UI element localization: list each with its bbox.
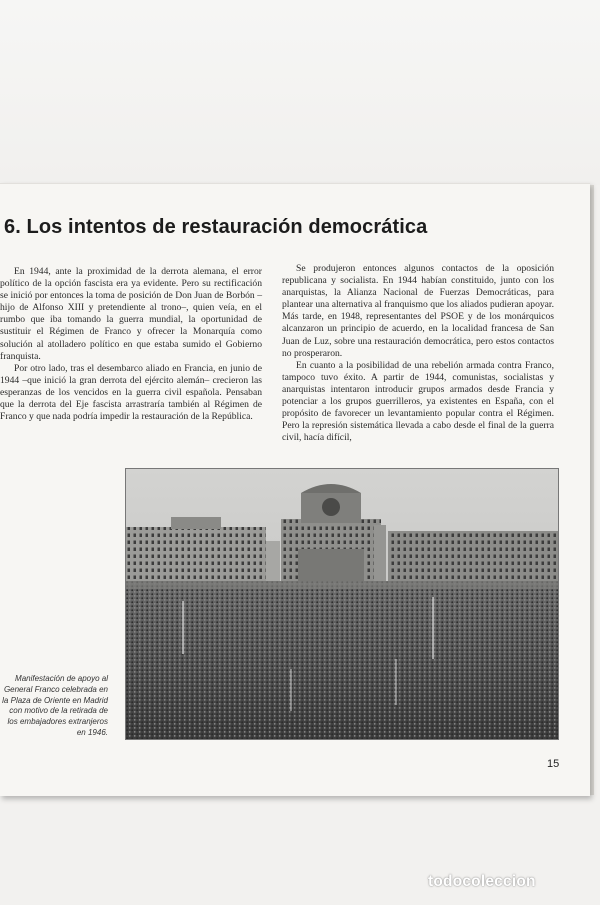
right-text-column (282, 263, 554, 444)
page-number: 15 (547, 758, 560, 770)
paragraph: Se produjeron entonces algunos contactos de la oposición republicana y socialista. En 1944 habían constituido, junto con los anarquistas, la Alianza Nacional de Fuerzas Democráticas, para plantear una alternativa al franquismo que los aliados pudieran apoyar. Más tarde, en 1948, representantes del PSOE y de los monárquicos alcanzaron un principio de acuerdo, en la localidad francesa de San Juan de Luz, sobre una restauración democrática, pero estos contactos no prosperaron. (282, 263, 554, 359)
section-heading: 6. Los intentos de restauración democrática (4, 216, 428, 238)
paragraph: En 1944, ante la proximidad de la derrota alemana, el error político de la opción fascista era ya evidente. Pero su rectificación se inició por entonces la toma de posición de Don Juan de Borbón –hijo de Alfonso XIII y pretendiente al trono–, quien veía, en el rumbo que iba tomando la guerra mundial, la oportunidad de sustituir el Régimen de Franco y ofrecer la Monarquía como solución al atolladero político en que estaba sumido el Gobierno franquista. (0, 266, 262, 362)
photo-caption: Manifestación de apoyo al General Franco celebrada en la Plaza de Oriente en Madrid con motivo de la retirada de los embajadores extranjeros en 1946. (2, 674, 108, 737)
paragraph: Por otro lado, tras el desembarco aliado en Francia, en junio de 1944 –que inició la gran derrota del ejército alemán– crecieron las esperanzas de los vencidos en la guerra civil española. Pensaban que la derrota del Eje fascista arrastraría también al Régimen de Franco y que nada podría impedir la restauración de la República. (0, 362, 262, 423)
background (0, 0, 600, 185)
crowd-photograph (125, 468, 559, 740)
watermark-logo: todocoleccion (428, 873, 536, 890)
paragraph: En cuanto a la posibilidad de una rebelión armada contra Franco, tampoco tuvo éxito. A partir de 1944, comunistas, socialistas y anarquistas intentaron introducir grupos armados desde Francia y potenciar a los grupos guerrilleros, ya existentes en España, con el propósito de favorecer un levantamiento popular contra el Régimen. Pero la represión sistemática llevada a cabo desde el final de la guerra civil, hacía difícil, (282, 359, 554, 444)
left-text-column (0, 266, 262, 423)
